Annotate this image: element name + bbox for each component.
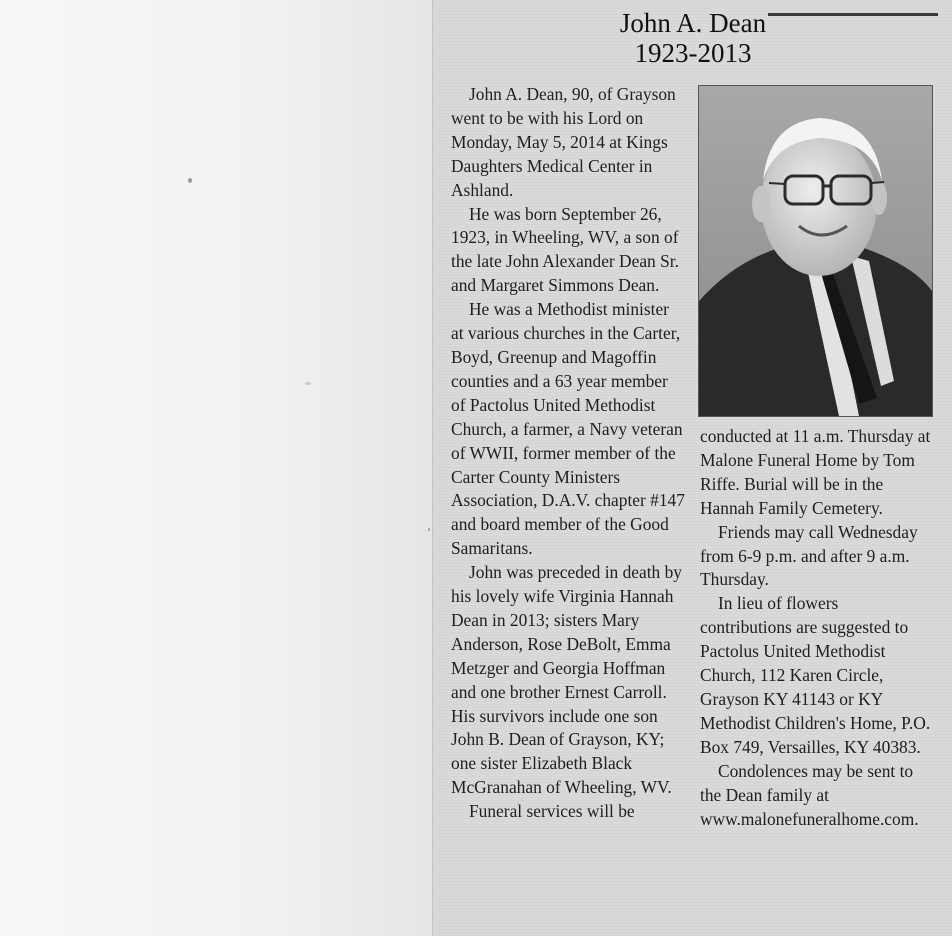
paper-speck [188,178,192,183]
paragraph: John A. Dean, 90, of Grayson went to be with his Lord on Monday, May 5, 2014 at Kings Daughters Medical Center in Ashland. [451,84,676,200]
blank-page-area [0,0,432,936]
paragraph: Friends may call Wednesday from 6-9 p.m. and after 9 a.m. Thursday. [700,521,918,590]
paragraph: In lieu of flowers contributions are suggested to Pactolus United Methodist Church, 112 Karen Circle, Grayson KY 41143 or KY Methodist Children's Home, P.O. Box 749, Versailles, KY 40383. [700,593,931,757]
paragraph: He was a Methodist minister at various churches in the Carter, Boyd, Greenup and Magoffin counties and a 63 year member of Pactolus United Methodist Church, a farmer, a Navy veteran of WWII, former member of the Carter County Ministers Association, D.A.V. chapter #147 and board member of the Good Samaritans. [451,299,685,559]
left-column [451,83,685,824]
paragraph: He was born September 26, 1923, in Wheeling, WV, a son of the late John Alexander Dean Sr. and Margaret Simmons Dean. [451,203,679,296]
portrait-illustration [699,86,932,416]
paragraph: Funeral services will be [469,801,635,822]
paragraph: Condolences may be sent to the Dean family at www.malonefuneralhome.com. [700,760,919,829]
paragraph: conducted at 11 a.m. Thursday at Malone Funeral Home by Tom Riffe. Burial will be in the Hannah Family Cemetery. [700,426,931,518]
paper-speck [305,382,311,385]
obituary-years: 1923-2013 [634,38,752,68]
right-column [700,425,934,831]
portrait-photo [698,85,933,417]
paragraph: John was preceded in death by his lovely wife Virginia Hannah Dean in 2013; sisters Mary Anderson, Rose DeBolt, Emma Metzger and Georgia Hoffman and one brother Ernest Carroll. His survivors include one son John B. Dean of Grayson, KY; one sister Elizabeth Black McGranahan of Wheeling, WV. [451,562,682,798]
obituary-name: John A. Dean [619,8,767,38]
obituary-clipping [432,0,952,936]
paper-speck [428,528,430,531]
